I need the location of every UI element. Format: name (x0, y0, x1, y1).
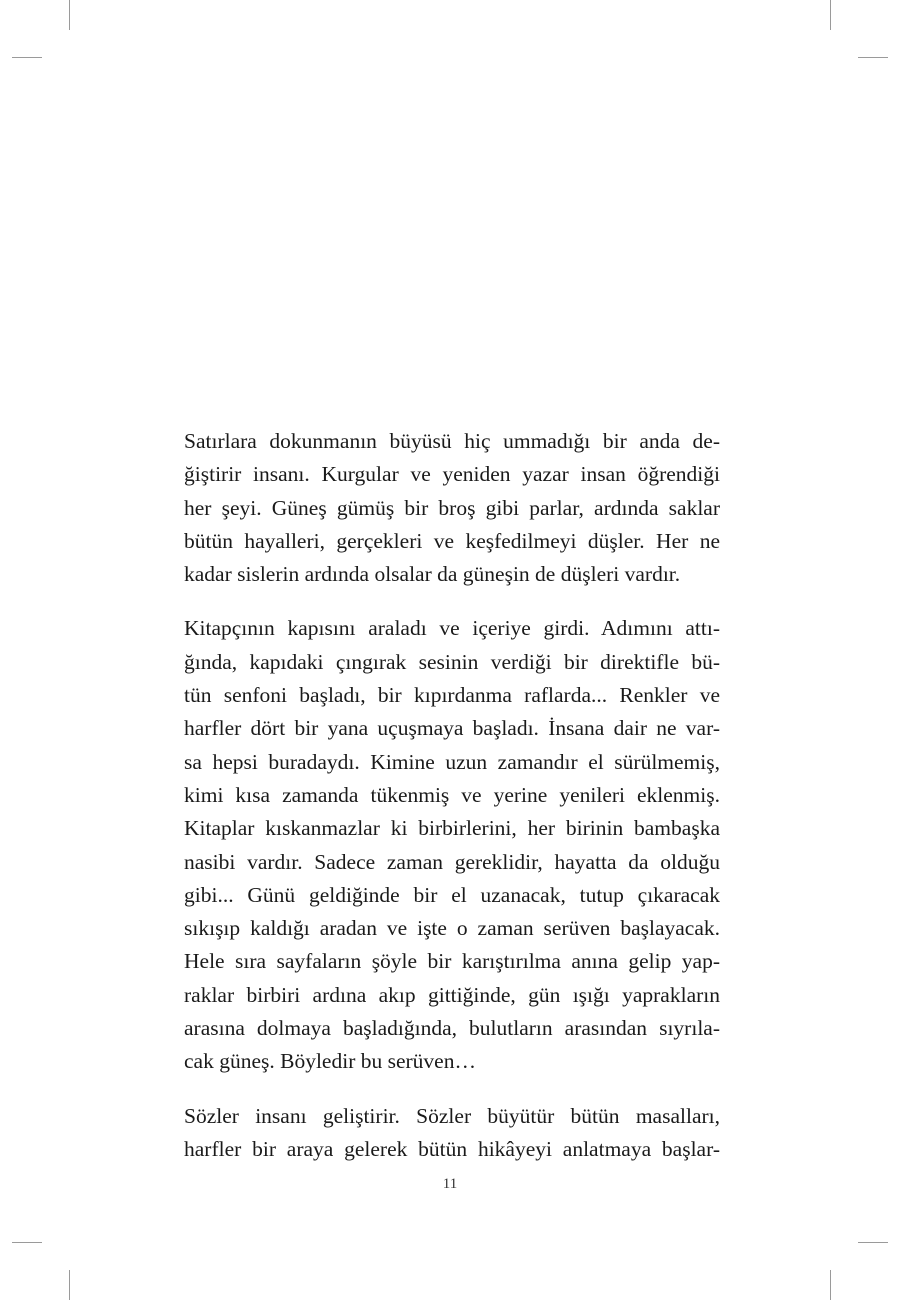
crop-mark-top-right-h (858, 57, 888, 58)
crop-mark-bottom-right (830, 1270, 831, 1300)
text-line: Kitapçının kapısını araladı ve içeriye girdi. Adımını attı- (184, 616, 720, 641)
paragraph-2 (184, 612, 720, 1078)
text-line: ğiştirir insanı. Kurgular ve yeniden yazar insan öğrendiği (184, 462, 720, 487)
body-text (184, 425, 720, 1166)
crop-mark-bottom-left-h (12, 1242, 42, 1243)
text-line: nasibi vardır. Sadece zaman gereklidir, hayatta da olduğu (184, 849, 720, 874)
text-line: arasına dolmaya başladığında, bulutların arasından sıyrıla- (184, 1016, 720, 1041)
text-line: gibi... Günü geldiğinde bir el uzanacak, tutup çıkaracak (184, 882, 720, 907)
text-line: Sözler insanı geliştirir. Sözler büyütür bütün masalları, (184, 1103, 720, 1128)
text-line: Satırlara dokunmanın büyüsü hiç ummadığı bir anda de- (184, 429, 720, 453)
text-line: ğında, kapıdaki çıngırak sesinin verdiği bir direktifle bü- (184, 649, 720, 674)
text-line: Hele sıra sayfaların şöyle bir karıştırılma anına gelip yap- (184, 949, 720, 974)
text-line: kimi kısa zamanda tükenmiş ve yerine yenileri eklenmiş. (184, 782, 720, 807)
crop-mark-top-right (830, 0, 831, 30)
paragraph-1 (184, 425, 720, 591)
crop-mark-top-left (69, 0, 70, 30)
text-line: sıkışıp kaldığı aradan ve işte o zaman serüven başlayacak. (184, 916, 720, 941)
crop-mark-bottom-right-h (858, 1242, 888, 1243)
text-line: harfler dört bir yana uçuşmaya başladı. İnsana dair ne var- (184, 716, 720, 741)
crop-mark-top-left-h (12, 57, 42, 58)
text-line: her şeyi. Güneş gümüş bir broş gibi parlar, ardında saklar (184, 495, 720, 520)
text-line: bütün hayalleri, gerçekleri ve keşfedilmeyi düşler. Her ne (184, 528, 720, 553)
text-line: raklar birbiri ardına akıp gittiğinde, gün ışığı yaprakların (184, 982, 720, 1007)
crop-mark-bottom-left (69, 1270, 70, 1300)
text-line: kadar sislerin ardında olsalar da güneşin de düşleri vardır. (184, 562, 681, 587)
paragraph-3 (184, 1100, 720, 1167)
text-line: Kitaplar kıskanmazlar ki birbirlerini, her birinin bambaşka (184, 816, 720, 841)
text-line: tün senfoni başladı, bir kıpırdanma raflarda... Renkler ve (184, 683, 720, 708)
page-number: 11 (442, 1176, 458, 1192)
text-line: harfler bir araya gelerek bütün hikâyeyi anlatmaya başlar- (184, 1136, 720, 1161)
text-line: cak güneş. Böyledir bu serüven… (184, 1049, 476, 1074)
text-line: sa hepsi buradaydı. Kimine uzun zamandır el sürülmemiş, (184, 749, 720, 774)
